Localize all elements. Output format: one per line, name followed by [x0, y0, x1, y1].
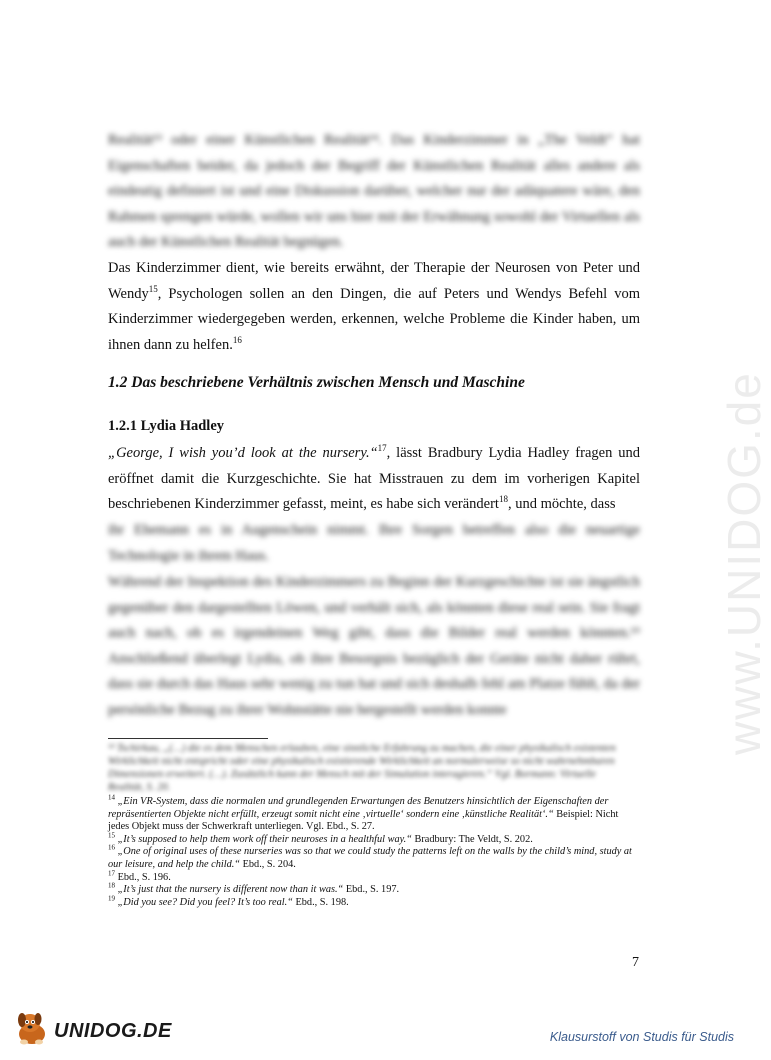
- paragraph-lydia: [108, 441, 640, 518]
- footer-tagline: Klausurstoff von Studis für Studis: [549, 1030, 734, 1044]
- blurred-footnote: ¹³ Tschirkau, „(…) die es dem Menschen erlauben, eine sinnliche Erfahrung zu machen, die einer physikalisch existenten Wirklichkeit nicht entspricht oder eine physikalisch existierende Wirklichkeit an normalerweise so nicht wahrnehmbaren Dimensionen erweitert. (…). Zusätzlich kann der Mensch mit der Simulation interagieren.“ Vgl. Bormann: Virtuelle Realität, S. 20.: [108, 743, 616, 793]
- footnote-number: 17: [108, 869, 115, 878]
- blurred-paragraph-top: Realität¹³ oder einer Künstlichen Realität¹⁴. Das Kinderzimmer in „The Veldt“ hat Eigenschaften beider, da jedoch der Begriff der Künstlichen Realität alles andere als eindeutig definiert ist und eine Diskussion darüber, welcher nur der adäquatere wäre, den Rahmen sprengen würde, wollen wir uns hier mit der Erwähnung sowohl der Virtuellen als auch der Künstlichen Realität begnügen.: [108, 132, 640, 250]
- footnote-quote: „It’s just that the nursery is different now than it was.“: [117, 884, 344, 896]
- footnote-number: 15: [108, 831, 115, 840]
- footnote-source: Bradbury: The Veldt, S. 202.: [411, 833, 533, 845]
- footnote-quote: „Ein VR-System, dass die normalen und grundlegenden Erwartungen des Benutzers hinsichtlich der Eigenschaften der repräsentierten Objekte nicht erfüllt, erzeugt somit nicht eine ‚virtuelle‘ sondern eine ‚künstliche Realität‘.“: [108, 796, 609, 820]
- paragraph-therapy-text-a: Das Kinderzimmer dient, wie bereits erwähnt, der Therapie der Neurosen von Peter und Wendy: [108, 260, 640, 302]
- footnote-ref-17: 17: [377, 443, 387, 454]
- paragraph-therapy: [108, 256, 640, 358]
- footnote-number: 19: [108, 894, 115, 903]
- footnote-ref-16: 16: [232, 334, 242, 345]
- footnotes: [108, 793, 633, 909]
- footnote-15: [108, 831, 633, 847]
- footnote-quote: „It’s supposed to help them work off their neuroses in a healthful way.“: [117, 833, 412, 845]
- footnote-18: [108, 881, 633, 897]
- footnote-source: Ebd., S. 196.: [117, 871, 171, 883]
- footnote-quote: „One of original uses of these nurseries was so that we could study the patterns left on the walls by the child’s mind, study at our leisure, and help the child.“: [108, 846, 632, 870]
- unidog-logo: [12, 1008, 172, 1048]
- footnote-source: Ebd., S. 198.: [292, 896, 349, 908]
- section-heading: 1.2 Das beschriebene Verhältnis zwischen Mensch und Maschine: [108, 374, 525, 391]
- footnote-16: [108, 843, 633, 871]
- paragraph-therapy-text-b: , Psychologen sollen an den Dingen, die auf Peters und Wendys Befehl vom Kinderzimmer wiedergegeben werden, erkennen, welche Probleme die Kinder haben, um ihnen dann zu helfen.: [108, 285, 640, 353]
- watermark: www.UNIDOG.de: [718, 371, 770, 755]
- footnote-number: 16: [108, 843, 115, 852]
- blurred-paragraph-bottom: Während der Inspektion des Kinderzimmers zu Beginn der Kurzgeschichte ist sie ängstlich gegenüber den dargestellten Löwen, und verhält sich, als könnten diese real sein. Sie fragt auch nach, ob es irgendeinen Weg gibt, dass die Bilder real werden könnten.¹⁹ Anschließend überlegt Lydia, ob ihre Besorgnis bezüglich der Geräte nicht daher rührt, dass sie durch das Haus sehr wenig zu tun hat und sich deshalb fehl am Platze fühlt, da der persönliche Bezug zu ihrer Wohnstätte nie hergestellt werden konnte: [108, 574, 640, 718]
- footnote-ref-18: 18: [498, 494, 508, 505]
- dog-mascot-icon: [12, 1008, 54, 1048]
- footnote-source: Ebd., S. 204.: [240, 858, 296, 870]
- footnote-quote: „Did you see? Did you feel? It’s too real.“: [117, 896, 293, 908]
- footnote-number: 14: [108, 793, 115, 802]
- footnote-ref-15: 15: [148, 283, 158, 294]
- subsection-heading: 1.2.1 Lydia Hadley: [108, 418, 225, 434]
- blurred-paragraph-mid: ihr Ehemann es in Augenschein nimmt. Ihre Sorgen betreffen also die neuartige Technologie in ihrem Haus.: [108, 522, 640, 564]
- paragraph-lydia-quote: „George, I wish you’d look at the nursery.“: [108, 445, 378, 461]
- footnote-19: [108, 894, 633, 910]
- footnote-separator: [108, 738, 268, 739]
- paragraph-lydia-text-b: , und möchte, dass: [507, 496, 616, 512]
- logo-text: UNIDOG.DE: [54, 1020, 172, 1042]
- footnote-source: Ebd., S. 197.: [343, 884, 400, 896]
- footnote-number: 18: [108, 881, 115, 890]
- page-number: 7: [632, 955, 639, 970]
- footnote-source: Beispiel: Nicht jedes Objekt muss der Schwerkraft unterliegen. Vgl. Ebd., S. 27.: [108, 808, 619, 833]
- footnote-17: [108, 869, 633, 885]
- paragraph-lydia-text-a: , lässt Bradbury Lydia Hadley fragen und eröffnet damit die Kurzgeschichte. Sie hat Misstrauen zu dem im vorherigen Kapitel beschriebenen Kinderzimmer gefasst, meint, es habe sich verändert: [108, 445, 640, 512]
- footnote-14: [108, 793, 633, 834]
